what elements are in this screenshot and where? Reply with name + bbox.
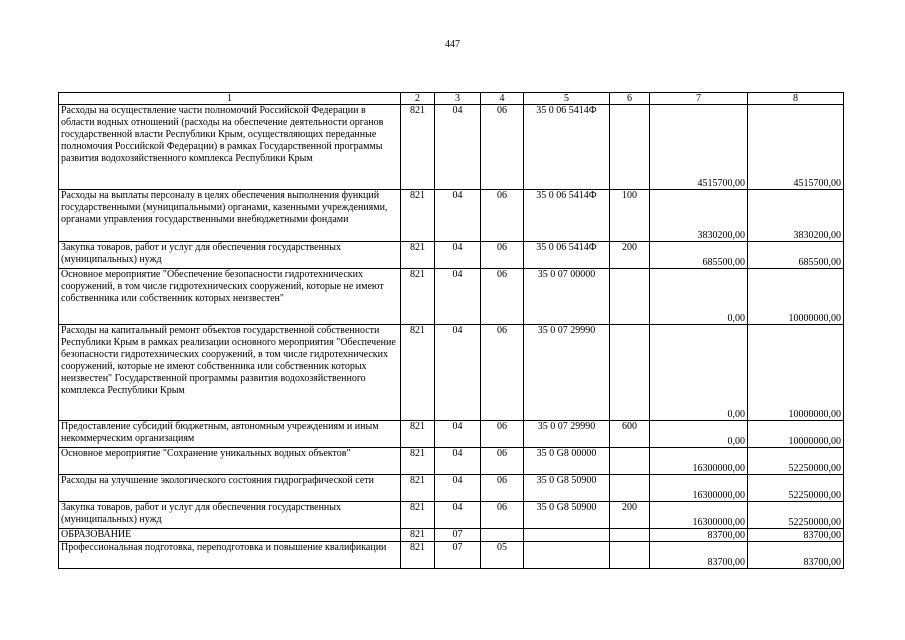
cell-expense-type: 200 (610, 242, 650, 269)
column-header: 5 (524, 93, 610, 105)
table-row (59, 325, 844, 421)
cell-target-article (524, 529, 610, 542)
cell-amount-7: 16300000,00 (650, 502, 748, 529)
cell-subsection: 06 (481, 269, 524, 325)
row-name: Закупка товаров, работ и услуг для обеспечения государственных (муниципальных) нужд (59, 242, 401, 269)
cell-section: 04 (435, 190, 481, 242)
column-header: 6 (610, 93, 650, 105)
cell-admin-code: 821 (401, 448, 435, 475)
table-row (59, 475, 844, 502)
cell-amount-7: 0,00 (650, 421, 748, 448)
cell-admin-code: 821 (401, 105, 435, 190)
cell-target-article (524, 542, 610, 569)
cell-expense-type: 200 (610, 502, 650, 529)
cell-expense-type (610, 325, 650, 421)
column-header: 8 (748, 93, 844, 105)
cell-target-article: 35 0 07 29990 (524, 421, 610, 448)
cell-subsection: 06 (481, 105, 524, 190)
cell-target-article: 35 0 G8 50900 (524, 475, 610, 502)
cell-amount-8: 83700,00 (748, 542, 844, 569)
cell-section: 04 (435, 105, 481, 190)
row-name: Профессиональная подготовка, переподготовка и повышение квалификации (59, 542, 401, 569)
cell-amount-7: 4515700,00 (650, 105, 748, 190)
cell-expense-type (610, 529, 650, 542)
column-header: 7 (650, 93, 748, 105)
cell-amount-8: 10000000,00 (748, 421, 844, 448)
cell-amount-7: 83700,00 (650, 529, 748, 542)
column-header: 4 (481, 93, 524, 105)
cell-admin-code: 821 (401, 502, 435, 529)
table-header-row (59, 93, 844, 105)
cell-amount-7: 83700,00 (650, 542, 748, 569)
row-name: Предоставление субсидий бюджетным, автономным учреждениям и иным некоммерческим организациям (59, 421, 401, 448)
column-header: 2 (401, 93, 435, 105)
cell-expense-type (610, 448, 650, 475)
row-name: ОБРАЗОВАНИЕ (59, 529, 401, 542)
budget-table (58, 92, 844, 569)
column-header: 1 (59, 93, 401, 105)
row-name: Основное мероприятие "Сохранение уникальных водных объектов" (59, 448, 401, 475)
cell-section: 04 (435, 502, 481, 529)
cell-subsection: 06 (481, 190, 524, 242)
column-header: 3 (435, 93, 481, 105)
cell-section: 04 (435, 448, 481, 475)
cell-subsection: 06 (481, 325, 524, 421)
table-row (59, 105, 844, 190)
cell-amount-8: 52250000,00 (748, 475, 844, 502)
cell-admin-code: 821 (401, 190, 435, 242)
cell-expense-type (610, 105, 650, 190)
cell-admin-code: 821 (401, 242, 435, 269)
cell-target-article: 35 0 07 29990 (524, 325, 610, 421)
cell-target-article: 35 0 06 5414Ф (524, 105, 610, 190)
cell-subsection: 06 (481, 421, 524, 448)
cell-expense-type (610, 269, 650, 325)
cell-section: 04 (435, 242, 481, 269)
cell-amount-7: 16300000,00 (650, 448, 748, 475)
cell-section: 04 (435, 475, 481, 502)
row-name: Расходы на осуществление части полномочий Российской Федерации в области водных отношений (расходы на обеспечение деятельности органов государственной власти Республики Крым, осуществляющих переданные полномочия Российской Федерации) в рамках Государственной программы развития водохозяйственного комплекса Республики Крым (59, 105, 401, 190)
cell-admin-code: 821 (401, 542, 435, 569)
cell-subsection: 06 (481, 475, 524, 502)
table-row (59, 269, 844, 325)
cell-admin-code: 821 (401, 325, 435, 421)
cell-amount-8: 83700,00 (748, 529, 844, 542)
cell-amount-8: 10000000,00 (748, 269, 844, 325)
cell-section: 07 (435, 529, 481, 542)
cell-subsection: 06 (481, 448, 524, 475)
cell-section: 04 (435, 269, 481, 325)
table-row (59, 421, 844, 448)
cell-expense-type (610, 542, 650, 569)
cell-amount-8: 10000000,00 (748, 325, 844, 421)
page-number: 447 (445, 39, 460, 50)
table-row (59, 542, 844, 569)
cell-admin-code: 821 (401, 529, 435, 542)
cell-expense-type (610, 475, 650, 502)
table-row (59, 448, 844, 475)
cell-section: 04 (435, 325, 481, 421)
table-row (59, 502, 844, 529)
table-row (59, 529, 844, 542)
cell-amount-7: 0,00 (650, 325, 748, 421)
cell-expense-type: 600 (610, 421, 650, 448)
cell-subsection (481, 529, 524, 542)
cell-admin-code: 821 (401, 421, 435, 448)
cell-expense-type: 100 (610, 190, 650, 242)
cell-subsection: 06 (481, 502, 524, 529)
row-name: Закупка товаров, работ и услуг для обеспечения государственных (муниципальных) нужд (59, 502, 401, 529)
table-row (59, 190, 844, 242)
cell-amount-7: 0,00 (650, 269, 748, 325)
cell-subsection: 05 (481, 542, 524, 569)
row-name: Расходы на улучшение экологического состояния гидрографической сети (59, 475, 401, 502)
cell-amount-7: 3830200,00 (650, 190, 748, 242)
cell-admin-code: 821 (401, 475, 435, 502)
cell-target-article: 35 0 07 00000 (524, 269, 610, 325)
row-name: Расходы на капитальный ремонт объектов государственной собственности Республики Крым в рамках реализации основного мероприятия "Обеспечение безопасности гидротехнических сооружений, в том числе гидротехнических сооружений, которые не имеют собственника или собственник которых неизвестен" Государственной программы развития водохозяйственного комплекса Республики Крым (59, 325, 401, 421)
cell-amount-8: 52250000,00 (748, 448, 844, 475)
cell-section: 07 (435, 542, 481, 569)
cell-amount-8: 3830200,00 (748, 190, 844, 242)
cell-target-article: 35 0 06 5414Ф (524, 242, 610, 269)
cell-admin-code: 821 (401, 269, 435, 325)
cell-amount-8: 52250000,00 (748, 502, 844, 529)
cell-target-article: 35 0 G8 50900 (524, 502, 610, 529)
cell-section: 04 (435, 421, 481, 448)
cell-amount-7: 685500,00 (650, 242, 748, 269)
row-name: Расходы на выплаты персоналу в целях обеспечения выполнения функций государственными (муниципальными) органами, казенными учреждениями, органами управления государственными внебюджетными фондами (59, 190, 401, 242)
cell-amount-7: 16300000,00 (650, 475, 748, 502)
row-name: Основное мероприятие "Обеспечение безопасности гидротехнических сооружений, в том числе гидротехнических сооружений, которые не имеют собственника или собственник которых неизвестен" (59, 269, 401, 325)
cell-amount-8: 4515700,00 (748, 105, 844, 190)
table-row (59, 242, 844, 269)
cell-target-article: 35 0 06 5414Ф (524, 190, 610, 242)
cell-amount-8: 685500,00 (748, 242, 844, 269)
cell-target-article: 35 0 G8 00000 (524, 448, 610, 475)
cell-subsection: 06 (481, 242, 524, 269)
